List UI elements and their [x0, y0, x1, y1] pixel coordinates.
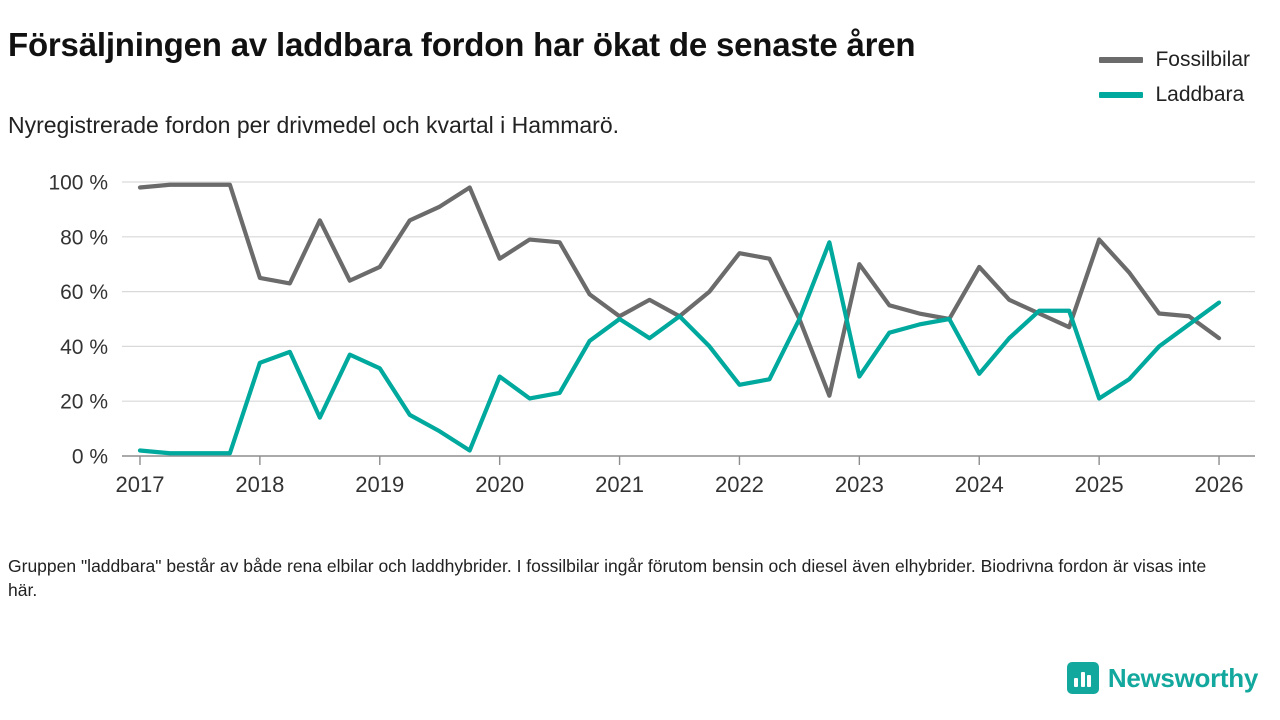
legend-swatch-fossilbilar — [1099, 57, 1143, 63]
legend-label-laddbara: Laddbara — [1155, 83, 1245, 106]
legend-label-fossilbilar: Fossilbilar — [1155, 48, 1250, 71]
x-axis-tick-label: 2022 — [714, 472, 764, 497]
chart-legend — [1099, 48, 1250, 118]
bar-chart-icon — [1067, 662, 1099, 694]
y-axis-tick-label: 40 % — [60, 335, 108, 359]
y-axis-tick-label: 0 % — [71, 445, 108, 469]
x-axis-tick-label: 2025 — [1074, 472, 1124, 497]
x-axis-tick-label: 2026 — [1194, 472, 1244, 497]
legend-item-laddbara — [1099, 83, 1250, 107]
x-axis-tick-label: 2019 — [355, 472, 405, 497]
series-line-laddbara — [140, 242, 1219, 453]
x-axis-tick-label: 2020 — [475, 472, 525, 497]
chart-canvas — [0, 160, 1280, 520]
y-axis-tick-label: 20 % — [60, 390, 108, 414]
page-subtitle: Nyregistrerade fordon per drivmedel och kvartal i Hammarö. — [8, 112, 620, 138]
line-chart — [0, 160, 1280, 520]
x-axis-tick-label: 2018 — [235, 472, 285, 497]
brand-name: Newsworthy — [1107, 662, 1258, 693]
x-axis-tick-label: 2024 — [954, 472, 1004, 497]
legend-item-fossilbilar — [1099, 48, 1250, 72]
x-axis-tick-label: 2023 — [834, 472, 884, 497]
chart-footnote: Gruppen "laddbara" består av både rena elbilar och laddhybrider. I fossilbilar ingår förutom bensin och diesel även elhybrider. Biodrivna fordon är visas inte här. — [8, 556, 1207, 600]
y-axis-tick-label: 60 % — [60, 281, 108, 305]
newsworthy-logo — [1067, 662, 1258, 694]
series-line-fossilbilar — [140, 185, 1219, 396]
y-axis-tick-label: 80 % — [60, 226, 108, 250]
y-axis-tick-label: 100 % — [48, 171, 108, 195]
x-axis-tick-label: 2017 — [115, 472, 165, 497]
page-title: Försäljningen av laddbara fordon har ökat de senaste åren — [8, 26, 916, 63]
x-axis-tick-label: 2021 — [595, 472, 645, 497]
legend-swatch-laddbara — [1099, 92, 1143, 98]
